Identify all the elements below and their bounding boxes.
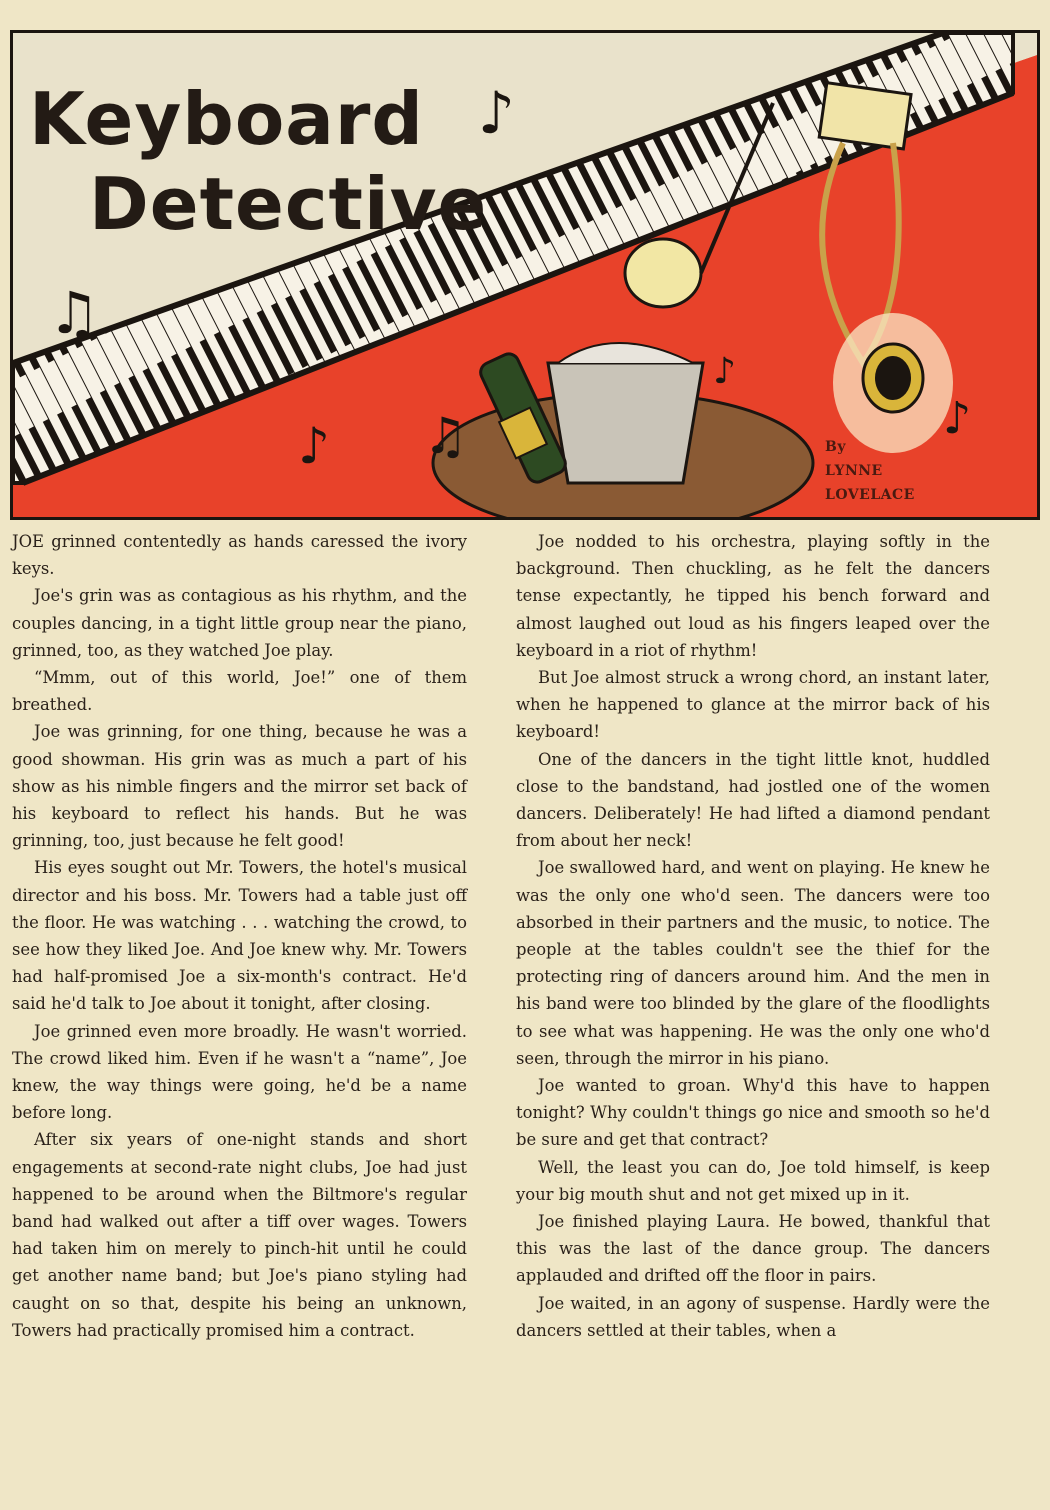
title-illustration	[10, 30, 1040, 520]
byline-last-name: LOVELACE	[825, 487, 915, 503]
music-note-icon: ♪	[943, 393, 972, 444]
paragraph: “Mmm, out of this world, Joe!” one of them breathed.	[12, 668, 467, 715]
title-line-1: Keyboard	[29, 77, 424, 161]
paragraph: Joe waited, in an agony of suspense. Hardly were the dancers settled at their tables, when a	[516, 1293, 990, 1340]
byline	[825, 435, 915, 507]
paragraph: Well, the least you can do, Joe told himself, is keep your big mouth shut and not get mixed up in it.	[516, 1157, 990, 1204]
article-column-right	[516, 528, 990, 1344]
article-column-left	[12, 528, 467, 1344]
music-note-icon: ♫	[423, 407, 468, 465]
music-note-icon: ♪	[478, 79, 516, 147]
byline-by: By	[825, 439, 846, 455]
byline-first-name: LYNNE	[825, 463, 883, 479]
paragraph: Joe wanted to groan. Why'd this have to happen tonight? Why couldn't things go nice and smooth so he'd be sure and get that contract?	[516, 1076, 990, 1150]
paragraph: Joe's grin was as contagious as his rhythm, and the couples dancing, in a tight little group near the piano, grinned, too, as they watched Joe play.	[12, 586, 467, 660]
paragraph: After six years of one-night stands and short engagements at second-rate night clubs, Joe had just happened to be around when the Biltmore's regular band had walked out after a tiff over wages. Towers had taken him on merely to pinch-hit until he could get another name band; but Joe's piano styling had caught on so that, despite his being an unknown, Towers had practically promised him a contract.	[12, 1130, 467, 1340]
paragraph: JOE grinned contentedly as hands caressed the ivory keys.	[12, 532, 467, 579]
music-note-icon: ♪	[713, 351, 736, 392]
music-note-icon: ♫	[48, 279, 100, 347]
paragraph: Joe grinned even more broadly. He wasn't worried. The crowd liked him. Even if he wasn't a “name”, Joe knew, the way things were going, he'd be a name before long.	[12, 1021, 467, 1123]
paragraph: Joe swallowed hard, and went on playing. He knew he was the only one who'd seen. The dancers were too absorbed in their partners and the music, to notice. The people at the tables couldn't see the thief for the protecting ring of dancers around him. And the men in his band were too blinded by the glare of the floodlights to see what was happening. He was the only one who'd seen, through the mirror in his piano.	[516, 858, 990, 1068]
music-note-icon: ♪	[298, 417, 330, 475]
music-note-icon	[625, 239, 701, 307]
title-line-2: Detective	[89, 162, 488, 246]
paragraph: One of the dancers in the tight little knot, huddled close to the bandstand, had jostled one of the women dancers. Deliberately! He had lifted a diamond pendant from about her neck!	[516, 749, 990, 851]
paragraph: His eyes sought out Mr. Towers, the hotel's musical director and his boss. Mr. Towers had a table just off the floor. He was watching . . . watching the crowd, to see how they liked Joe. And Joe knew why. Mr. Towers had half-promised Joe a six-month's contract. He'd said he'd talk to Joe about it tonight, after closing.	[12, 858, 467, 1014]
paragraph: Joe was grinning, for one thing, because he was a good showman. His grin was as much a part of his show as his nimble fingers and the mirror set back of his keyboard to reflect his hands. But he was grinning, too, just because he felt good!	[12, 722, 467, 851]
paragraph: Joe nodded to his orchestra, playing softly in the background. Then chuckling, as he felt the dancers tense expectantly, he tipped his bench forward and almost laughed out loud as his fingers leaped over the keyboard in a riot of rhythm!	[516, 532, 990, 660]
paragraph: But Joe almost struck a wrong chord, an instant later, when he happened to glance at the mirror back of his keyboard!	[516, 668, 990, 742]
paragraph: Joe finished playing Laura. He bowed, thankful that this was the last of the dance group. The dancers applauded and drifted off the floor in pairs.	[516, 1212, 990, 1286]
